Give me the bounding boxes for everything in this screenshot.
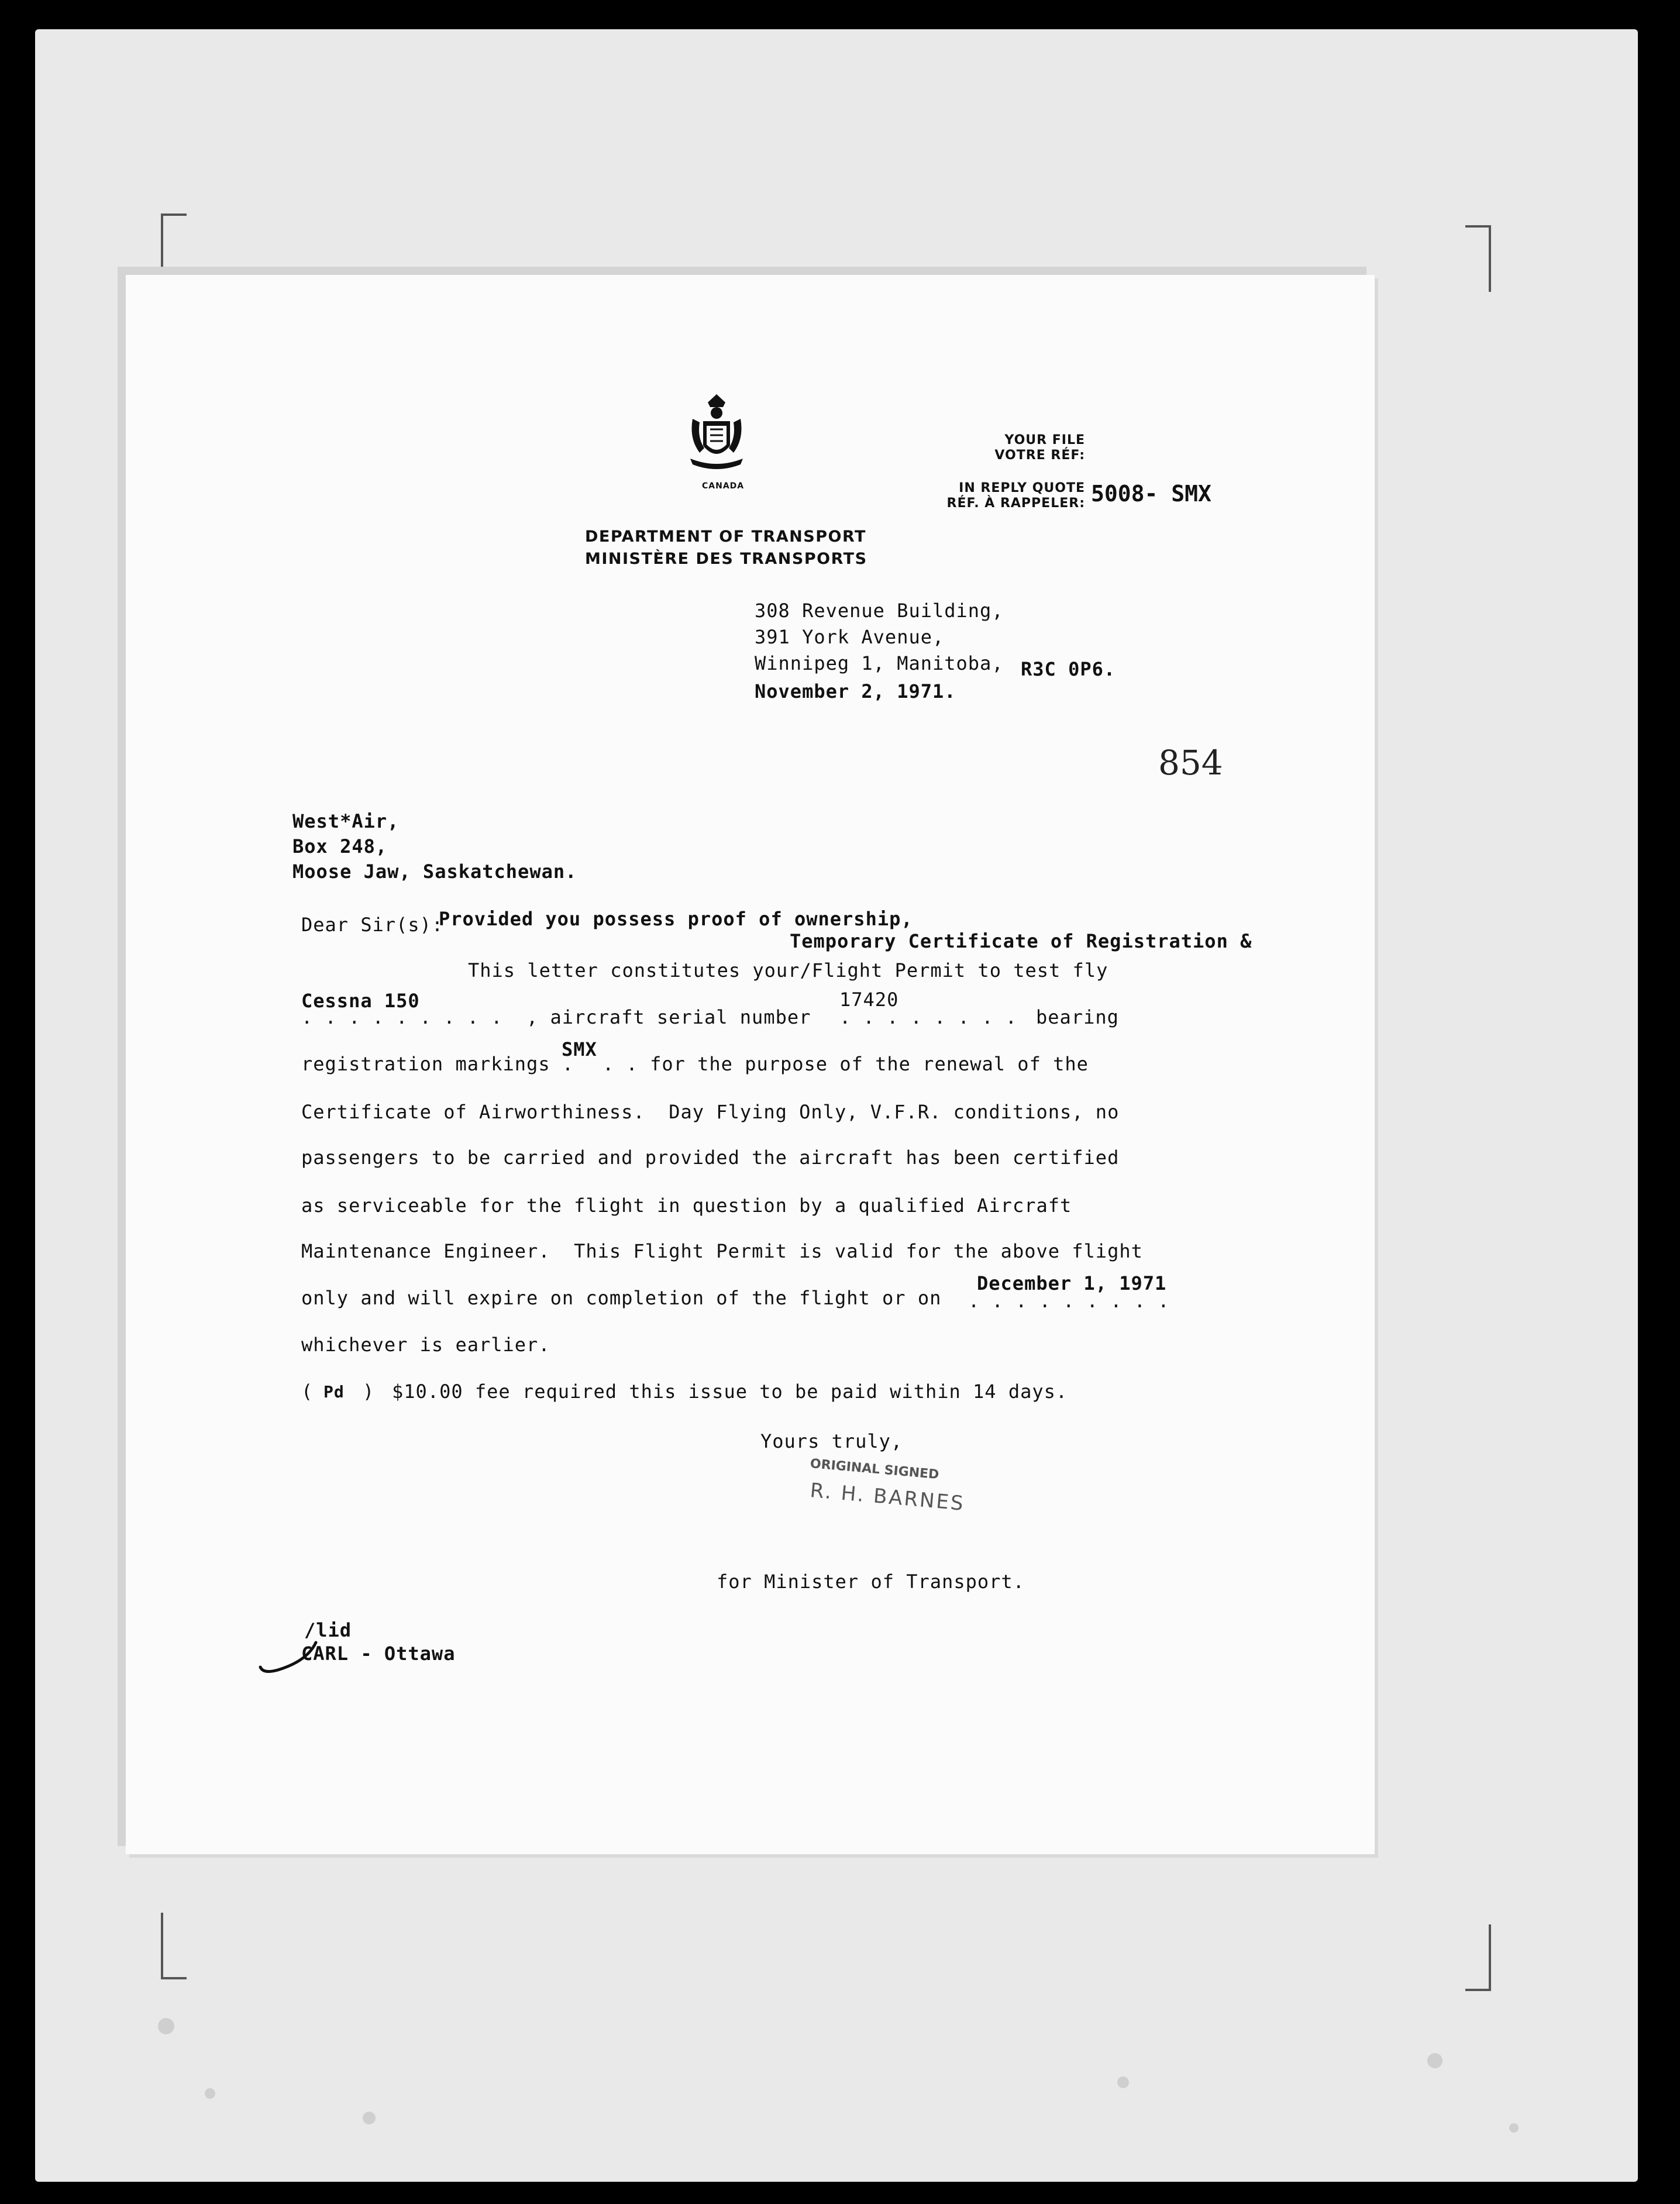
aircraft-type: Cessna 150: [301, 990, 420, 1012]
scan-speck: [1427, 2053, 1443, 2068]
body-line-7: Maintenance Engineer. This Flight Permit is valid for the above flight: [301, 1240, 1143, 1262]
body-line-6: as serviceable for the flight in question by a qualified Aircraft: [301, 1194, 1072, 1217]
proof-of-ownership-insert: Provided you possess proof of ownership,: [439, 908, 913, 930]
scan-speck: [1117, 2076, 1129, 2088]
original-signed-stamp: ORIGINAL SIGNED: [809, 1456, 940, 1483]
crop-mark-top-right: [1465, 225, 1491, 292]
crop-mark-bottom-right: [1465, 1924, 1491, 1991]
body-line-8: only and will expire on completion of the flight or on: [301, 1287, 942, 1309]
body-line-2-mid: , aircraft serial number: [526, 1006, 811, 1028]
postal-code: R3C 0P6.: [1021, 658, 1116, 680]
fee-statement: $10.00 fee required this issue to be paid within 14 days.: [392, 1380, 1068, 1403]
department-name-french: MINISTÈRE DES TRANSPORTS: [585, 550, 867, 568]
ref-a-rappeler-label: RÉF. À RAPPELER:: [946, 496, 1085, 511]
body-line-3-end: . . for the purpose of the renewal of the: [603, 1053, 1089, 1075]
body-line-5: passengers to be carried and provided the aircraft has been certified: [301, 1146, 1120, 1169]
canada-coat-of-arms-icon: [684, 392, 749, 480]
body-line-4: Certificate of Airworthiness. Day Flying Only, V.F.R. conditions, no: [301, 1101, 1120, 1123]
serial-dots: . . . . . . . .: [839, 1006, 1017, 1028]
department-name-english: DEPARTMENT OF TRANSPORT: [585, 528, 866, 546]
crest-caption: CANADA: [702, 481, 745, 491]
reply-quote-label: IN REPLY QUOTE: [959, 481, 1085, 495]
handwritten-checkmark-icon: [254, 1638, 325, 1679]
handwritten-file-number: 854: [1158, 743, 1223, 783]
sender-address-line-2: 391 York Avenue,: [755, 626, 945, 648]
aircraft-type-dots: . . . . . . . . .: [301, 1006, 503, 1028]
fee-paid-mark: Pd: [323, 1382, 345, 1401]
yours-truly: Yours truly,: [760, 1430, 903, 1452]
scan-speck: [1509, 2123, 1519, 2133]
permit-expiry-date: December 1, 1971: [977, 1272, 1167, 1294]
sender-address-line-3: Winnipeg 1, Manitoba,: [755, 652, 1004, 674]
your-file-label: YOUR FILE: [1004, 433, 1085, 447]
crop-mark-top-left: [161, 213, 187, 280]
recipient-city: Moose Jaw, Saskatchewan.: [292, 860, 577, 883]
reply-reference-number: 5008- SMX: [1091, 481, 1211, 507]
body-line-2-end: bearing: [1036, 1006, 1119, 1028]
body-line-9: whichever is earlier.: [301, 1334, 550, 1356]
fee-paid-close-paren: ): [363, 1380, 375, 1403]
fee-paid-open-paren: (: [301, 1380, 314, 1403]
scan-speck: [205, 2088, 215, 2099]
scan-speck: [158, 2018, 174, 2034]
expiry-dots: . . . . . . . . .: [968, 1290, 1170, 1312]
letter-date: November 2, 1971.: [755, 680, 956, 702]
scan-speck: [363, 2112, 376, 2124]
temporary-certificate-insert: Temporary Certificate of Registration &: [790, 930, 1252, 952]
recipient-name: West*Air,: [292, 810, 400, 832]
registration-marking: SMX: [562, 1038, 597, 1060]
letter-page: [126, 275, 1375, 1854]
typist-initials: /lid: [304, 1619, 352, 1641]
body-line-3-start: registration markings .: [301, 1053, 574, 1075]
carbon-copy-recipient: CARL - Ottawa: [301, 1642, 456, 1665]
body-line-1: This letter constitutes your/Flight Permit to test fly: [468, 959, 1108, 982]
for-minister-of-transport: for Minister of Transport.: [717, 1571, 1025, 1593]
votre-ref-label: VOTRE RÉF:: [994, 448, 1085, 463]
sender-address-line-1: 308 Revenue Building,: [755, 600, 1004, 622]
salutation: Dear Sir(s):: [301, 914, 444, 936]
signatory-name-stamp: R. H. BARNES: [809, 1479, 966, 1516]
crop-mark-bottom-left: [161, 1913, 187, 1979]
recipient-box: Box 248,: [292, 835, 388, 858]
aircraft-serial-number: 17420: [839, 989, 899, 1011]
